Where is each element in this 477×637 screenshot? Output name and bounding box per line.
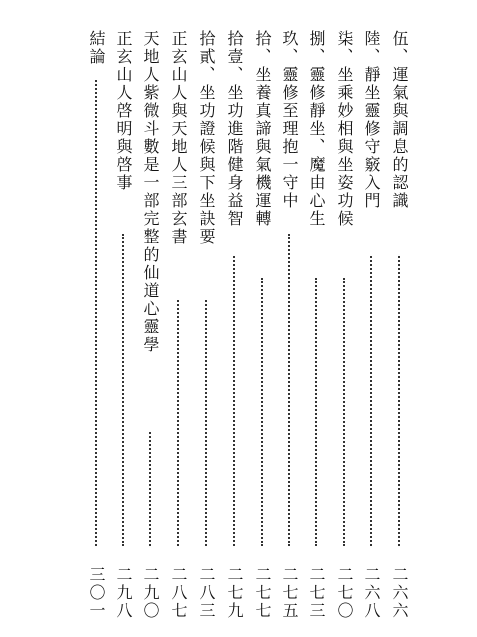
toc-entry-title: 陸、靜坐靈修守竅入門 bbox=[362, 30, 381, 210]
dot-leader bbox=[315, 278, 317, 546]
toc-entry-page: 三〇一 bbox=[87, 566, 106, 620]
dot-leader bbox=[288, 234, 290, 546]
toc-entry-title: 正玄山人啓明與啓事 bbox=[114, 30, 133, 192]
toc-entry bbox=[112, 30, 134, 620]
dot-leader bbox=[122, 234, 124, 546]
toc-entry bbox=[195, 30, 217, 620]
dot-leader bbox=[398, 256, 400, 546]
toc-entry-page: 二六八 bbox=[362, 566, 381, 620]
toc-entry-title: 拾貳、坐功證候與下坐訣要 bbox=[197, 30, 216, 246]
toc-entry bbox=[305, 30, 327, 620]
dot-leader bbox=[95, 80, 97, 546]
toc-entry-page: 二七三 bbox=[307, 566, 326, 620]
dot-leader bbox=[343, 278, 345, 546]
toc-entry-title: 天地人紫微斗數是一部完整的仙道心靈學 bbox=[141, 30, 160, 354]
toc-entry bbox=[167, 30, 189, 620]
toc-entry bbox=[278, 30, 300, 620]
toc-entry-page: 二七〇 bbox=[335, 566, 354, 620]
dot-leader bbox=[205, 300, 207, 546]
toc-entry-page: 二九〇 bbox=[141, 566, 160, 620]
toc-entry-title: 結論 bbox=[87, 30, 106, 66]
dot-leader bbox=[370, 256, 372, 546]
toc-entry-title: 伍、運氣與調息的認識 bbox=[390, 30, 409, 210]
toc-entry-title: 玖、靈修至理抱一守中 bbox=[280, 30, 299, 210]
toc-entry-page: 二七五 bbox=[280, 566, 299, 620]
toc-entry bbox=[223, 30, 245, 620]
toc-entry-title: 拾壹、坐功進階健身益智 bbox=[225, 30, 244, 228]
dot-leader bbox=[149, 432, 151, 546]
dot-leader bbox=[233, 256, 235, 546]
toc-entry-page: 二七七 bbox=[253, 566, 272, 620]
toc-entry bbox=[333, 30, 355, 620]
toc-entry-title: 捌、靈修靜坐、魔由心生 bbox=[307, 30, 326, 228]
toc-entry-title: 正玄山人與天地人三部玄書 bbox=[169, 30, 188, 246]
toc-entry bbox=[251, 30, 273, 620]
toc-entry-page: 二七九 bbox=[225, 566, 244, 620]
toc-entry-page: 二八七 bbox=[169, 566, 188, 620]
toc-entry bbox=[360, 30, 382, 620]
toc-entry bbox=[388, 30, 410, 620]
toc-entry-page: 二九八 bbox=[114, 566, 133, 620]
toc-entry bbox=[139, 30, 161, 620]
toc-entry bbox=[85, 30, 107, 620]
toc-entry-title: 拾、坐養真諦與氣機運轉 bbox=[253, 30, 272, 228]
toc-entry-page: 二八三 bbox=[197, 566, 216, 620]
toc-entry-page: 二六六 bbox=[390, 566, 409, 620]
toc-entry-title: 柒、坐乘妙相與坐姿功候 bbox=[335, 30, 354, 228]
dot-leader bbox=[177, 300, 179, 546]
dot-leader bbox=[261, 278, 263, 546]
